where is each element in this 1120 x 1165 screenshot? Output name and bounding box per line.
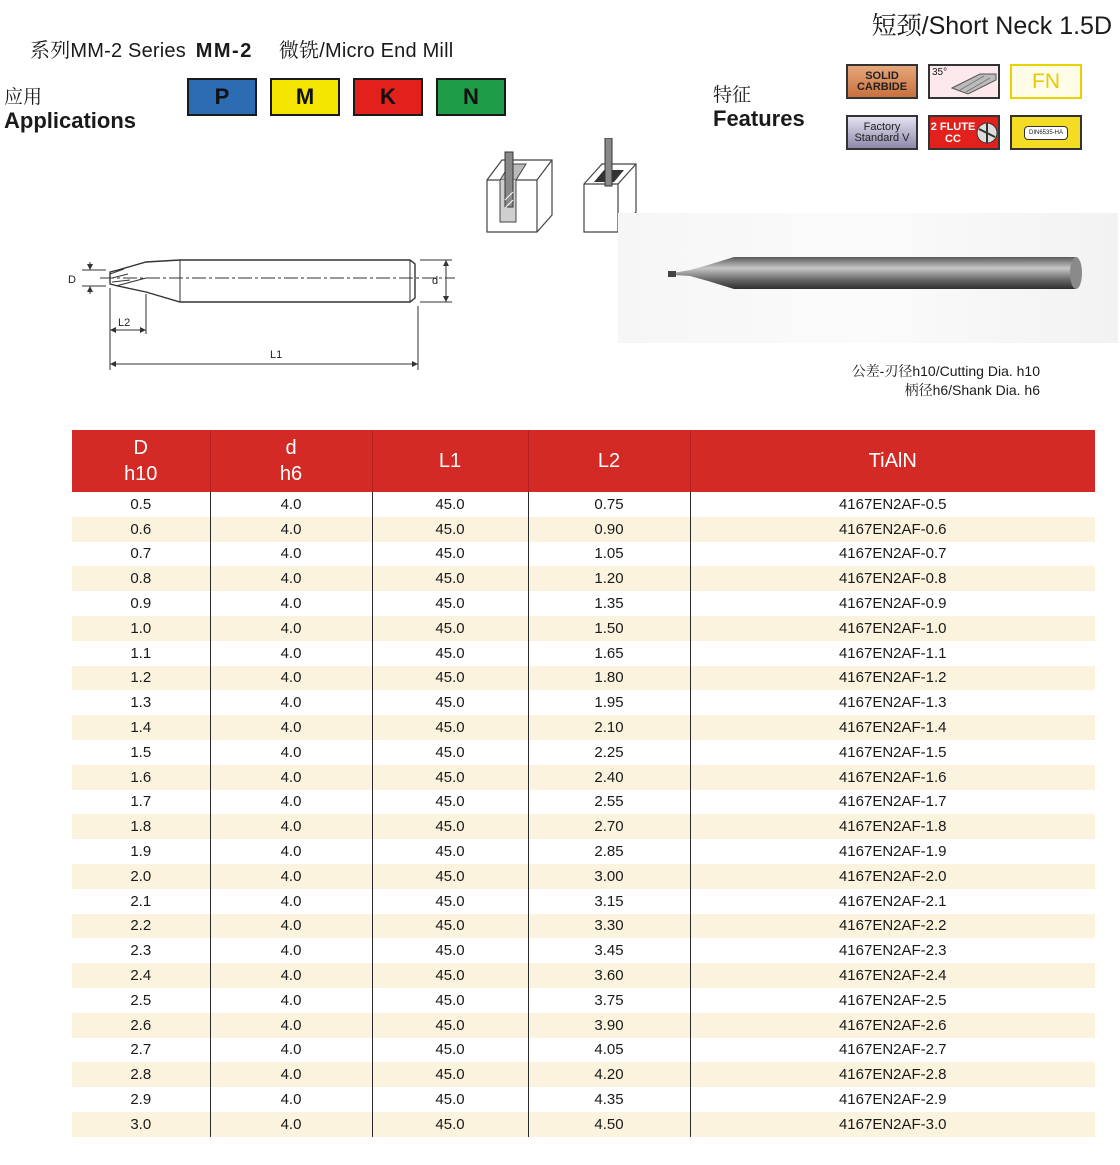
cell-L2: 3.75 bbox=[528, 988, 690, 1013]
helix-angle-badge bbox=[928, 64, 1000, 99]
cell-part-number: 4167EN2AF-0.5 bbox=[838, 495, 947, 513]
cell-D: 1.9 bbox=[72, 839, 210, 864]
table-row bbox=[72, 914, 1095, 939]
table-row bbox=[72, 715, 1095, 740]
cell-L1: 45.0 bbox=[372, 864, 528, 889]
cell-part-number: 4167EN2AF-2.4 bbox=[690, 963, 1095, 988]
tolerance-note-cutting: 公差-刃径h10/Cutting Dia. h10 bbox=[851, 363, 1040, 379]
cell-d: 4.0 bbox=[210, 517, 372, 542]
flute-label: 2 FLUTE CC bbox=[930, 120, 976, 145]
cell-d: 4.0 bbox=[210, 1038, 372, 1063]
cell-D: 0.5 bbox=[72, 492, 210, 517]
product-type: 微铣/Micro End Mill bbox=[278, 40, 454, 62]
cell-L2: 2.85 bbox=[528, 839, 690, 864]
cell-L1: 45.0 bbox=[372, 715, 528, 740]
flute-badge bbox=[928, 115, 1000, 150]
cell-part-number: 4167EN2AF-1.7 bbox=[838, 793, 947, 811]
cell-d: 4.0 bbox=[210, 963, 372, 988]
cell-L2: 1.95 bbox=[528, 690, 690, 715]
cell-part-number: 4167EN2AF-1.4 bbox=[690, 715, 1095, 740]
cell-L1: 45.0 bbox=[372, 492, 528, 517]
cell-d: 4.0 bbox=[210, 938, 372, 963]
material-k-badge: K bbox=[353, 78, 423, 116]
material-n-badge: N bbox=[436, 78, 506, 116]
cell-L2: 1.35 bbox=[528, 591, 690, 616]
factory-standard-badge: Factory Standard V bbox=[846, 115, 918, 150]
cell-d: 4.0 bbox=[210, 690, 372, 715]
cell-L1: 45.0 bbox=[372, 591, 528, 616]
cell-L2: 1.80 bbox=[528, 666, 690, 691]
cell-d: 4.0 bbox=[210, 988, 372, 1013]
cell-D: 2.3 bbox=[72, 938, 210, 963]
cell-part-number: 4167EN2AF-0.9 bbox=[838, 595, 947, 613]
cell-L1: 45.0 bbox=[372, 839, 528, 864]
cell-L1: 45.0 bbox=[372, 690, 528, 715]
drawing-label-L1: L1 bbox=[270, 349, 283, 361]
cell-L2: 3.15 bbox=[528, 889, 690, 914]
cell-D: 2.2 bbox=[72, 914, 210, 939]
cell-d: 4.0 bbox=[210, 591, 372, 616]
table-row bbox=[72, 938, 1095, 963]
table-row bbox=[72, 1013, 1095, 1038]
table-row bbox=[72, 1038, 1095, 1063]
cell-L1: 45.0 bbox=[372, 814, 528, 839]
cell-L1: 45.0 bbox=[372, 1013, 528, 1038]
cell-D: 0.7 bbox=[72, 542, 210, 567]
table-row bbox=[72, 864, 1095, 889]
cell-d: 4.0 bbox=[210, 641, 372, 666]
cell-L1: 45.0 bbox=[372, 666, 528, 691]
table-row bbox=[72, 566, 1095, 591]
slotting-operation-icon bbox=[482, 150, 557, 235]
cell-part-number: 4167EN2AF-2.6 bbox=[690, 1013, 1095, 1038]
cell-L1: 45.0 bbox=[372, 963, 528, 988]
cell-part-number: 4167EN2AF-2.8 bbox=[690, 1062, 1095, 1087]
cell-L2: 2.25 bbox=[528, 740, 690, 765]
din-label: DIN6535-HA bbox=[1024, 126, 1068, 140]
cell-d: 4.0 bbox=[210, 566, 372, 591]
flute-cross-section-icon bbox=[976, 120, 998, 146]
cell-part-number: 4167EN2AF-0.6 bbox=[690, 517, 1095, 542]
table-row bbox=[72, 963, 1095, 988]
table-row bbox=[72, 492, 1095, 517]
cell-D: 1.2 bbox=[72, 666, 210, 691]
table-row bbox=[72, 1087, 1095, 1112]
cell-part-number: 4167EN2AF-2.5 bbox=[838, 991, 947, 1009]
helix-flute-icon bbox=[950, 70, 998, 96]
cell-D: 2.1 bbox=[72, 889, 210, 914]
cell-L2: 0.90 bbox=[528, 517, 690, 542]
cell-D: 1.1 bbox=[72, 641, 210, 666]
end-mill-photo-icon bbox=[618, 213, 1118, 343]
cell-D: 1.7 bbox=[72, 790, 210, 815]
cell-d: 4.0 bbox=[210, 914, 372, 939]
cell-L2: 3.00 bbox=[528, 864, 690, 889]
table-row bbox=[72, 591, 1095, 616]
cell-L1: 45.0 bbox=[372, 542, 528, 567]
cell-part-number: 4167EN2AF-2.7 bbox=[838, 1041, 947, 1059]
cell-L1: 45.0 bbox=[372, 641, 528, 666]
cell-L2: 4.20 bbox=[528, 1062, 690, 1087]
din-badge bbox=[1010, 115, 1082, 150]
cell-d: 4.0 bbox=[210, 814, 372, 839]
cell-d: 4.0 bbox=[210, 1062, 372, 1087]
solid-carbide-badge: SOLID CARBIDE bbox=[846, 64, 918, 99]
end-mill-drawing bbox=[60, 250, 460, 375]
table-row bbox=[72, 542, 1095, 567]
cell-L2: 2.40 bbox=[528, 765, 690, 790]
drawing-label-L2: L2 bbox=[118, 317, 131, 329]
cell-d: 4.0 bbox=[210, 839, 372, 864]
cell-D: 2.4 bbox=[72, 963, 210, 988]
cell-L2: 4.05 bbox=[528, 1038, 690, 1063]
cell-part-number: 4167EN2AF-1.3 bbox=[838, 694, 947, 712]
cell-part-number: 4167EN2AF-2.1 bbox=[838, 892, 947, 910]
cell-L2: 2.10 bbox=[528, 715, 690, 740]
cell-L2: 1.50 bbox=[528, 616, 690, 641]
cell-L2: 4.35 bbox=[528, 1087, 690, 1112]
cell-L2: 4.50 bbox=[528, 1112, 690, 1137]
cell-part-number: 4167EN2AF-0.7 bbox=[838, 545, 947, 563]
material-p-badge: P bbox=[187, 78, 257, 116]
cell-d: 4.0 bbox=[210, 790, 372, 815]
cell-part-number: 4167EN2AF-1.8 bbox=[690, 814, 1095, 839]
cell-part-number: 4167EN2AF-1.1 bbox=[838, 644, 947, 662]
cell-part-number: 4167EN2AF-2.9 bbox=[838, 1091, 947, 1109]
cell-L2: 3.60 bbox=[528, 963, 690, 988]
cell-D: 2.8 bbox=[72, 1062, 210, 1087]
table-header-row bbox=[72, 430, 1095, 492]
cell-L1: 45.0 bbox=[372, 988, 528, 1013]
cell-D: 1.8 bbox=[72, 814, 210, 839]
cell-D: 1.4 bbox=[72, 715, 210, 740]
cell-part-number: 4167EN2AF-1.0 bbox=[690, 616, 1095, 641]
cell-L2: 3.30 bbox=[528, 914, 690, 939]
cell-L1: 45.0 bbox=[372, 740, 528, 765]
table-row bbox=[72, 666, 1095, 691]
cell-L1: 45.0 bbox=[372, 566, 528, 591]
cell-L2: 1.05 bbox=[528, 542, 690, 567]
cell-D: 1.5 bbox=[72, 740, 210, 765]
cell-part-number: 4167EN2AF-1.2 bbox=[690, 666, 1095, 691]
cell-L2: 2.55 bbox=[528, 790, 690, 815]
features-label-en: Features bbox=[713, 106, 805, 131]
cell-D: 3.0 bbox=[72, 1112, 210, 1137]
table-row bbox=[72, 839, 1095, 864]
cell-part-number: 4167EN2AF-2.0 bbox=[690, 864, 1095, 889]
material-m-badge: M bbox=[270, 78, 340, 116]
cell-L1: 45.0 bbox=[372, 616, 528, 641]
table-row bbox=[72, 1062, 1095, 1087]
cell-part-number: 4167EN2AF-1.5 bbox=[838, 743, 947, 761]
table-row bbox=[72, 517, 1095, 542]
product-photo bbox=[618, 213, 1118, 343]
table-row bbox=[72, 641, 1095, 666]
drawing-label-D: D bbox=[68, 274, 76, 286]
cell-D: 0.9 bbox=[72, 591, 210, 616]
cell-part-number: 4167EN2AF-3.0 bbox=[690, 1112, 1095, 1137]
cell-part-number: 4167EN2AF-1.6 bbox=[690, 765, 1095, 790]
applications-label-en: Applications bbox=[4, 108, 137, 133]
cell-d: 4.0 bbox=[210, 542, 372, 567]
cell-d: 4.0 bbox=[210, 1087, 372, 1112]
cell-D: 1.0 bbox=[72, 616, 210, 641]
fn-badge: FN bbox=[1010, 64, 1082, 99]
series-prefix: 系列MM-2 Series bbox=[30, 40, 186, 62]
header-L1: L1 bbox=[372, 430, 528, 492]
cell-part-number: 4167EN2AF-2.2 bbox=[690, 914, 1095, 939]
table-row bbox=[72, 889, 1095, 914]
cell-L2: 2.70 bbox=[528, 814, 690, 839]
cell-D: 0.6 bbox=[72, 517, 210, 542]
cell-L1: 45.0 bbox=[372, 889, 528, 914]
cell-d: 4.0 bbox=[210, 715, 372, 740]
spec-table bbox=[72, 430, 1095, 1137]
header-coating: TiAlN bbox=[690, 430, 1095, 492]
cell-D: 0.8 bbox=[72, 566, 210, 591]
cell-d: 4.0 bbox=[210, 1112, 372, 1137]
features-label-cn: 特征 bbox=[713, 85, 752, 106]
header-d: d h6 bbox=[210, 430, 372, 492]
helix-angle-label: 35° bbox=[932, 67, 948, 78]
cell-D: 2.0 bbox=[72, 864, 210, 889]
cell-part-number: 4167EN2AF-1.9 bbox=[838, 843, 947, 861]
cell-part-number: 4167EN2AF-2.3 bbox=[838, 942, 947, 960]
cell-L1: 45.0 bbox=[372, 790, 528, 815]
table-row bbox=[72, 740, 1095, 765]
cell-L2: 3.90 bbox=[528, 1013, 690, 1038]
table-row bbox=[72, 765, 1095, 790]
header-D: D h10 bbox=[72, 430, 210, 492]
table-row bbox=[72, 616, 1095, 641]
table-row bbox=[72, 790, 1095, 815]
cell-d: 4.0 bbox=[210, 740, 372, 765]
cell-L2: 1.20 bbox=[528, 566, 690, 591]
cell-D: 2.9 bbox=[72, 1087, 210, 1112]
cell-L1: 45.0 bbox=[372, 1087, 528, 1112]
table-row bbox=[72, 1112, 1095, 1137]
table-row bbox=[72, 988, 1095, 1013]
cell-d: 4.0 bbox=[210, 666, 372, 691]
cell-L1: 45.0 bbox=[372, 1062, 528, 1087]
cell-L1: 45.0 bbox=[372, 765, 528, 790]
cell-d: 4.0 bbox=[210, 765, 372, 790]
cell-D: 2.6 bbox=[72, 1013, 210, 1038]
table-row bbox=[72, 690, 1095, 715]
cell-D: 1.3 bbox=[72, 690, 210, 715]
cell-d: 4.0 bbox=[210, 492, 372, 517]
series-title bbox=[30, 34, 453, 63]
series-code: MM-2 bbox=[195, 40, 253, 62]
cell-D: 1.6 bbox=[72, 765, 210, 790]
cell-L2: 1.65 bbox=[528, 641, 690, 666]
cell-part-number: 4167EN2AF-0.8 bbox=[690, 566, 1095, 591]
neck-title: 短颈/Short Neck 1.5D bbox=[871, 12, 1112, 40]
cell-L1: 45.0 bbox=[372, 1112, 528, 1137]
cell-D: 2.5 bbox=[72, 988, 210, 1013]
drawing-label-d: d bbox=[432, 275, 439, 287]
cell-L1: 45.0 bbox=[372, 517, 528, 542]
cell-L2: 3.45 bbox=[528, 938, 690, 963]
applications-label-cn: 应用 bbox=[4, 87, 43, 108]
cell-L2: 0.75 bbox=[528, 492, 690, 517]
cell-L1: 45.0 bbox=[372, 1038, 528, 1063]
cell-d: 4.0 bbox=[210, 1013, 372, 1038]
spec-table-body bbox=[72, 492, 1095, 1137]
cell-L1: 45.0 bbox=[372, 914, 528, 939]
cell-d: 4.0 bbox=[210, 889, 372, 914]
header-L2: L2 bbox=[528, 430, 690, 492]
cell-d: 4.0 bbox=[210, 616, 372, 641]
cell-L1: 45.0 bbox=[372, 938, 528, 963]
cell-D: 2.7 bbox=[72, 1038, 210, 1063]
cell-d: 4.0 bbox=[210, 864, 372, 889]
table-row bbox=[72, 814, 1095, 839]
tolerance-note-shank: 柄径h6/Shank Dia. h6 bbox=[904, 382, 1040, 398]
